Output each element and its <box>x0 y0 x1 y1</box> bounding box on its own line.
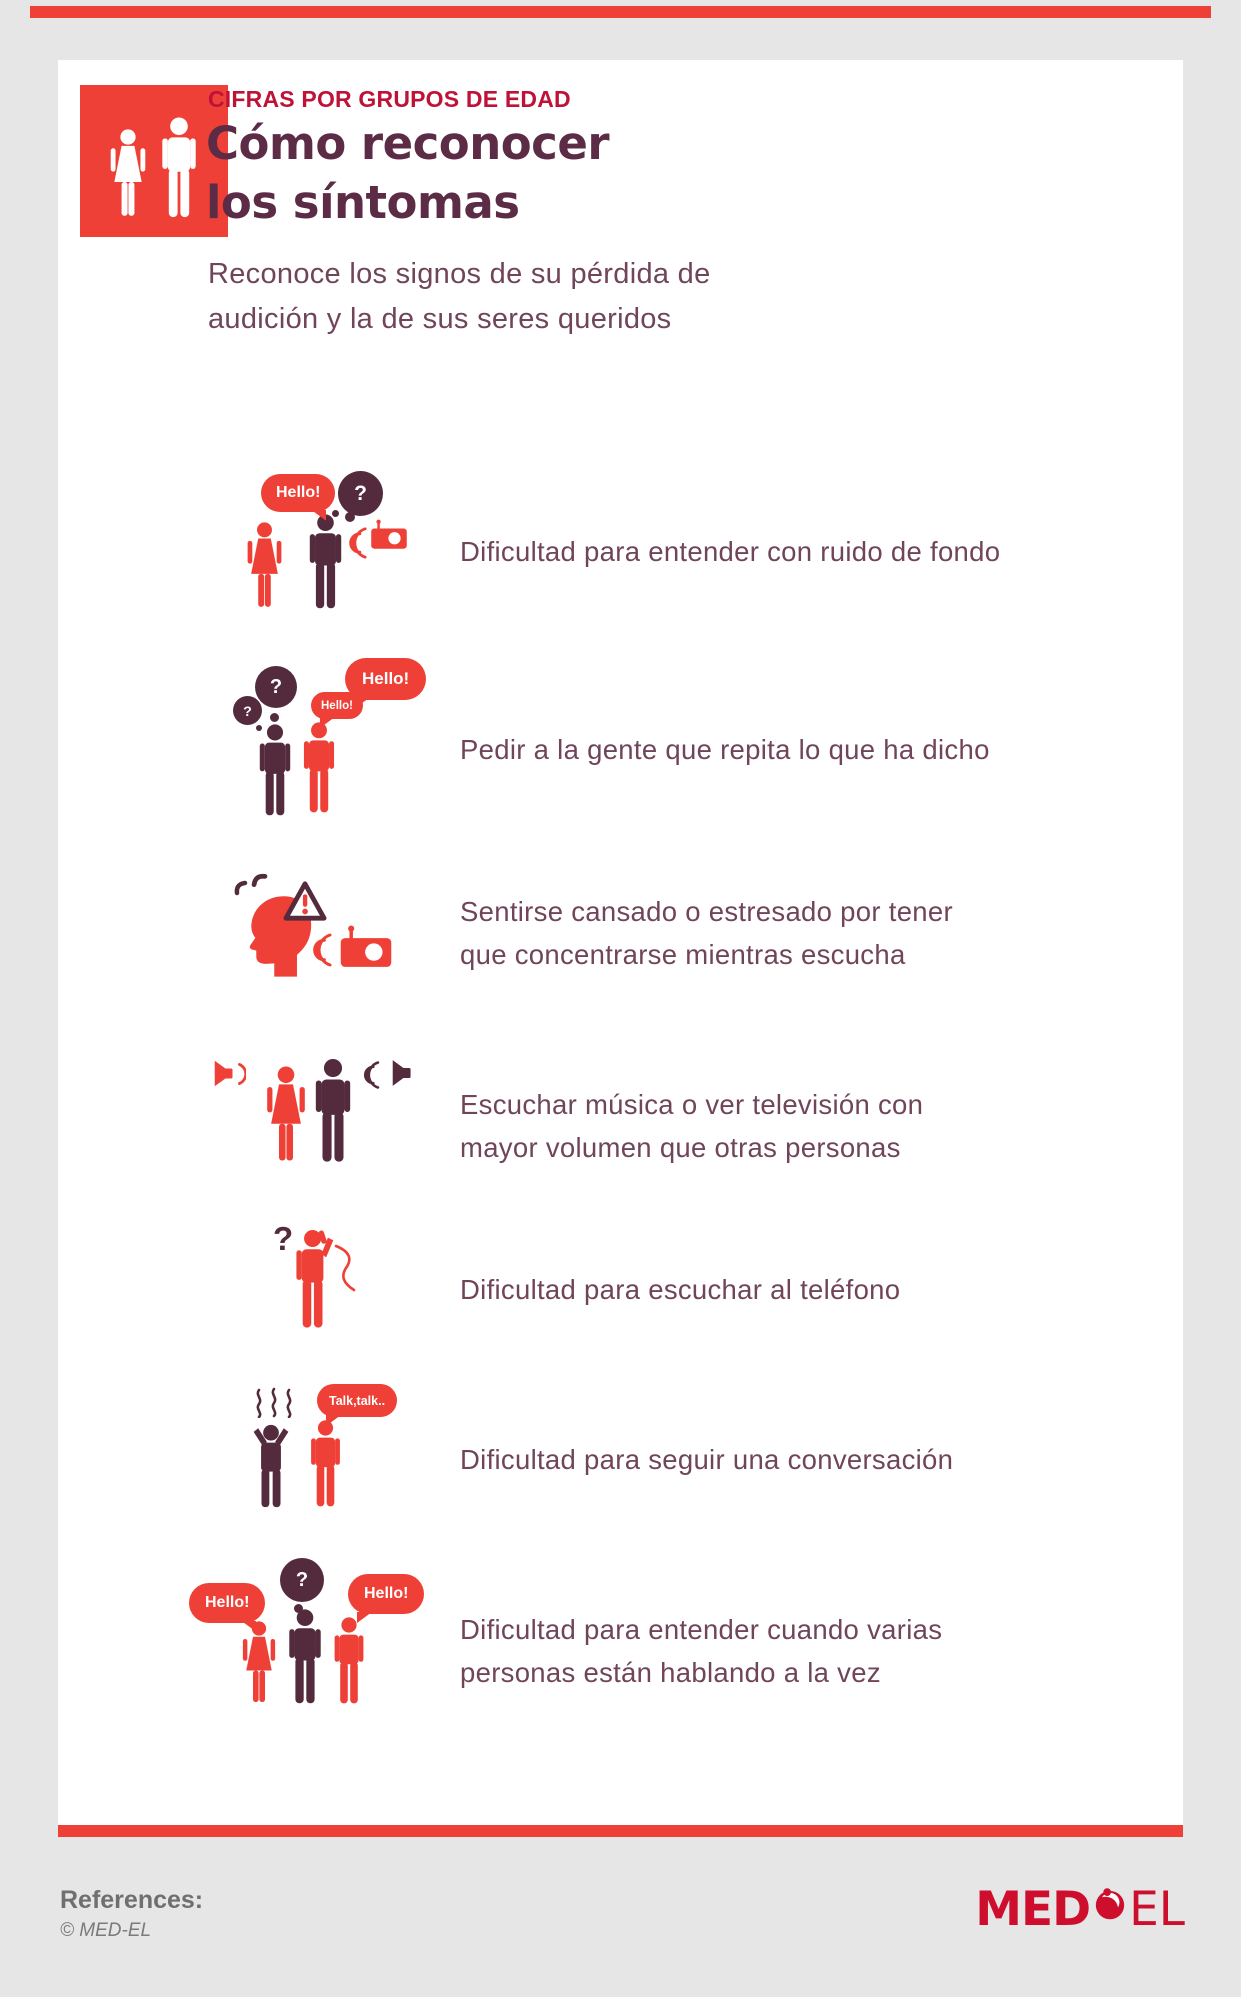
speaker-icon <box>204 1060 234 1087</box>
bottom-accent-bar <box>58 1825 1183 1837</box>
speech-bubble: Hello! <box>189 1583 265 1623</box>
med-el-logo <box>975 1882 1185 1937</box>
speech-bubble: Hello! <box>348 1574 424 1614</box>
copyright-text: © MED-EL <box>60 1920 152 1941</box>
man-figure-icon <box>299 722 339 814</box>
speech-bubble: Hello! <box>311 692 363 719</box>
eyebrow-label: CIFRAS POR GRUPOS DE EDAD <box>208 86 571 112</box>
man-figure-icon <box>312 1058 354 1164</box>
speaker-icon <box>382 1058 412 1088</box>
page-title-line1: Cómo reconocer <box>206 117 610 170</box>
woman-figure-icon <box>238 1621 280 1705</box>
page-subtitle: Reconoce los signos de su pérdida de audición y la de sus seres queridos <box>208 258 711 335</box>
steam-squiggle-icon <box>284 1388 294 1418</box>
sound-waves-icon <box>363 1060 383 1090</box>
top-accent-bar <box>30 6 1211 18</box>
thought-bubble: ? <box>233 696 262 725</box>
woman-figure-icon <box>263 1066 309 1164</box>
sound-wave-icon <box>236 1062 246 1086</box>
stressed-person-icon <box>245 1422 297 1508</box>
symptom-text: Dificultad para entender cuando varias personas están hablando a la vez <box>460 1614 943 1688</box>
symptom-text: Dificultad para seguir una conversación <box>460 1444 954 1475</box>
man-figure-icon <box>158 117 200 219</box>
thought-bubble: ? <box>255 666 297 708</box>
logo-el-text: EL <box>1129 1882 1185 1937</box>
sweat-drop-icon <box>250 870 269 890</box>
references-label: References: <box>60 1886 204 1914</box>
man-figure-icon <box>285 1609 325 1705</box>
page-title-line2: los síntomas <box>206 176 520 229</box>
phone-cord-icon <box>328 1244 360 1292</box>
symptom-text: Dificultad para entender con ruido de fondo <box>460 536 1001 567</box>
symptom-text: Sentirse cansado o estresado por tener que concentrarse mientras escucha <box>460 896 953 970</box>
page-title <box>206 114 609 232</box>
symptom-text: Escuchar música o ver televisión con mayor volumen que otras personas <box>460 1089 924 1163</box>
speech-bubble: Hello! <box>261 474 335 512</box>
symptom-text: Pedir a la gente que repita lo que ha dicho <box>460 734 990 765</box>
sound-waves-icon <box>311 932 337 968</box>
man-figure-icon <box>305 1420 346 1508</box>
steam-squiggle-icon <box>269 1386 279 1418</box>
radio-icon <box>370 518 408 550</box>
man-figure-icon <box>304 514 347 610</box>
warning-triangle-icon <box>282 880 328 922</box>
speech-bubble: Talk,talk.. <box>317 1384 397 1417</box>
steam-squiggle-icon <box>254 1388 264 1418</box>
question-mark: ? <box>273 1220 294 1257</box>
radio-icon <box>339 924 393 968</box>
thought-bubble: ? <box>280 1558 324 1602</box>
man-figure-icon <box>253 724 297 817</box>
symptom-text: Dificultad para escuchar al teléfono <box>460 1274 901 1305</box>
woman-figure-icon <box>106 129 150 219</box>
sound-waves-icon <box>349 526 370 560</box>
man-figure-icon <box>329 1617 369 1705</box>
speech-bubble: Hello! <box>345 658 426 700</box>
logo-dot-icon <box>1095 1887 1125 1921</box>
content-card <box>58 60 1183 1825</box>
woman-figure-icon <box>242 522 287 610</box>
thought-bubble: ? <box>338 471 383 516</box>
logo-med-text: MED <box>975 1882 1091 1937</box>
